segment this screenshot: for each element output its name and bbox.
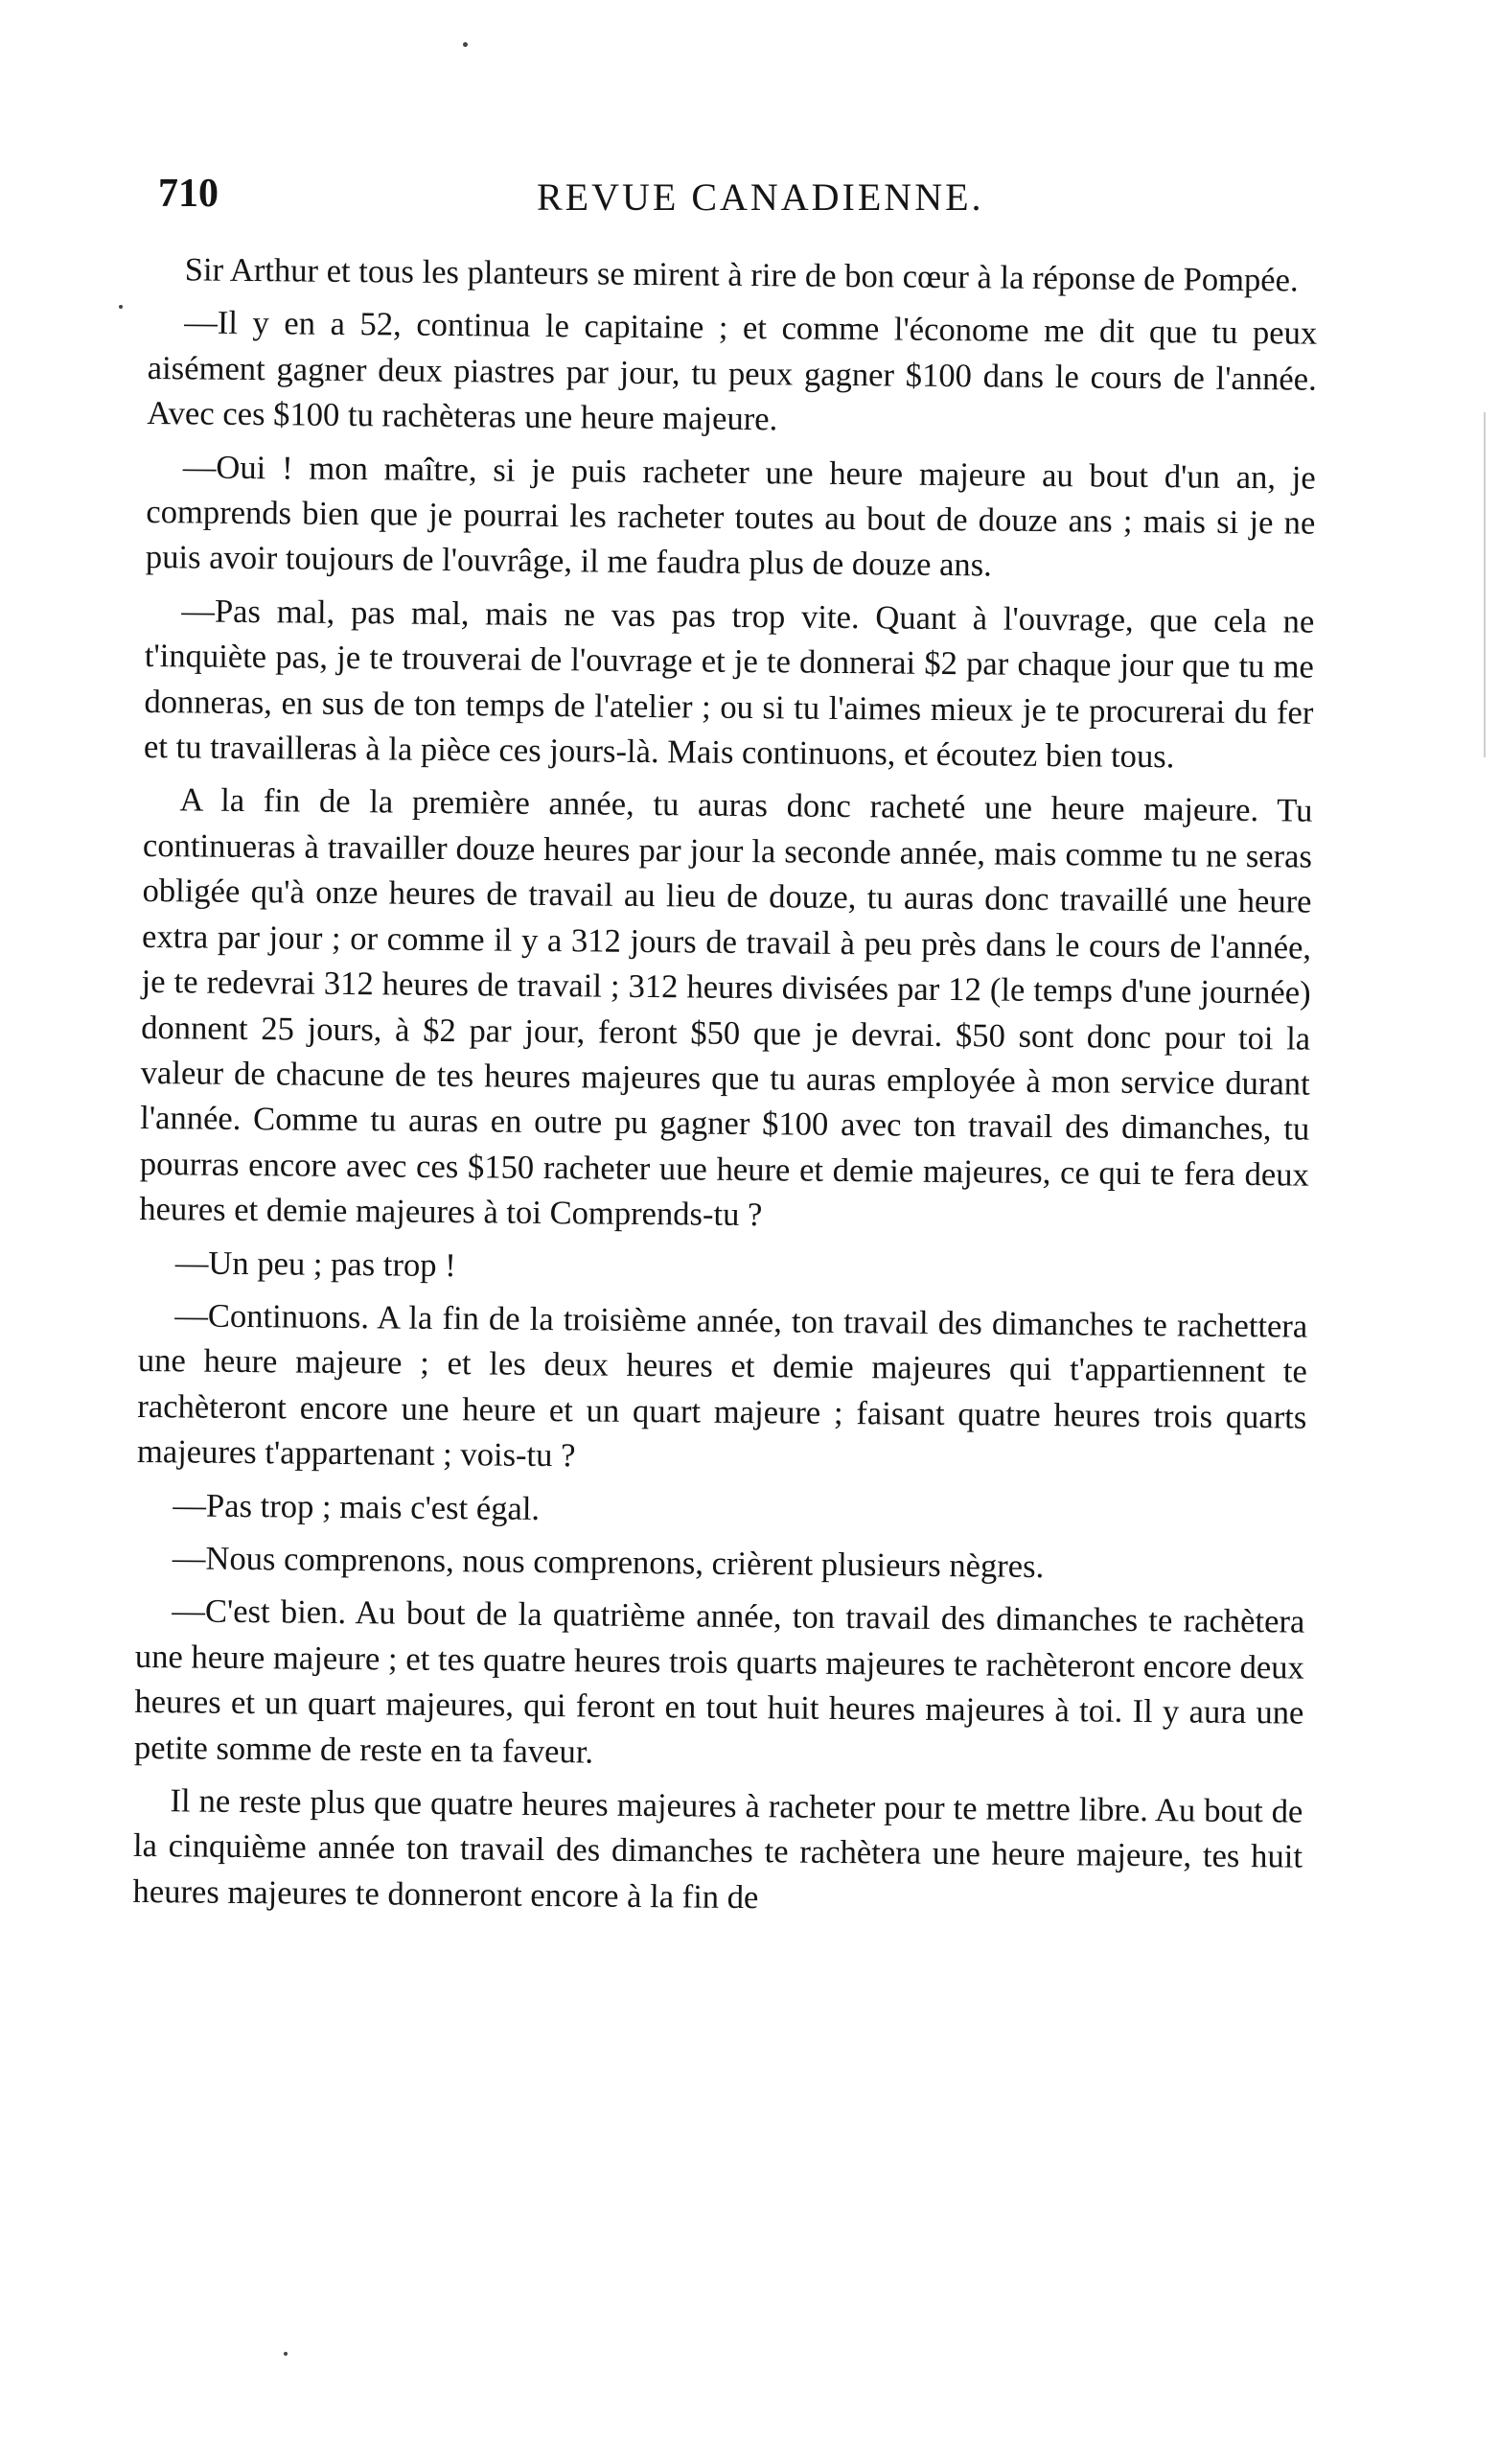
running-title: REVUE CANADIENNE.: [537, 175, 984, 219]
paragraph: —Continuons. A la fin de la troisième année, ton travail des dimanches te rachettera une heure majeure ; et les deux heures et demie majeures qui t'appartiennent te rachèteront encore une heure et un quart majeure ; faisant quatre heures trois quarts majeures t'appartenant ; vois-tu ?: [136, 1297, 1308, 1475]
paragraph: —Un peu ; pas trop !: [174, 1244, 456, 1284]
scan-edge-mark: [1484, 412, 1486, 757]
scan-speck-bottom: [284, 2352, 288, 2356]
body-text: [132, 247, 1318, 1934]
paragraph: —C'est bien. Au bout de la quatrième année, ton travail des dimanches te rachètera une heure majeure ; et tes quatre heures trois quarts majeures te rachèteront encore deux heures et un quart majeures, qui feront en tout huit heures majeures à toi. Il y aura une petite somme de reste en ta faveur.: [133, 1592, 1305, 1771]
scan-speck-left: [119, 305, 123, 309]
paragraph: Sir Arthur et tous les planteurs se mirent à rire de bon cœur à la réponse de Pompée.: [184, 251, 1299, 299]
paragraph: —Oui ! mon maître, si je puis racheter une heure majeure au bout d'un an, je comprends bien que je pourrai les racheter toutes au bout de douze ans ; mais si je ne puis avoir toujours de l'ouvrâge, il me faudra plus de douze ans.: [145, 448, 1316, 584]
paragraph: —Pas trop ; mais c'est égal.: [173, 1486, 541, 1527]
page-number: 710: [158, 172, 219, 216]
page-header: [158, 171, 1313, 228]
paragraph: A la fin de la première année, tu auras donc racheté une heure majeure. Tu continueras à travailler douze heures par jour la seconde année, mais comme tu ne seras obligée qu'à onze heures de travail au lieu de douze, tu auras donc travaillé une heure extra par jour ; or comme il y a 312 jours de travail à peu près dans le cours de l'année, je te redevrai 312 heures de travail ; 312 heures divisées par 12 (le temps d'une journée) donnent 25 jours, à $2 par jour, feront $50 que je devrai. $50 sont donc pour toi la valeur de chacune de tes heures majeures que tu auras employée à mon service durant l'année. Comme tu auras en outre pu gagner $100 avec ton travail des dimanches, tu pourras encore avec ces $150 racheter uue heure et demie majeures, ce qui te fera deux heures et demie majeures à toi Comprends-tu ?: [139, 781, 1313, 1234]
paragraph: Il ne reste plus que quatre heures majeures à racheter pour te mettre libre. Au bout de la cinquième année ton travail des dimanches te rachètera une heure majeure, tes huit heures majeures te donneront encore à la fin de: [132, 1782, 1303, 1916]
paragraph: —Nous comprenons, nous comprenons, crièrent plusieurs nègres.: [172, 1540, 1045, 1585]
paragraph: —Pas mal, pas mal, mais ne vas pas trop vite. Quant à l'ouvrage, que cela ne t'inquiète pas, je te trouverai de l'ouvrage et je te donnerai $2 par chaque jour que tu me donneras, en sus de ton temps de l'atelier ; ou si tu l'aimes mieux je te procurerai du fer et tu travailleras à la pièce ces jours-là. Mais continuons, et écoutez bien tous.: [143, 593, 1315, 776]
scan-speck-top: [463, 42, 468, 47]
paragraph: —Il y en a 52, continua le capitaine ; et comme l'économe me dit que tu peux aisément gagner deux piastres par jour, tu peux gagner $100 dans le cours de l'année. Avec ces $100 tu rachèteras une heure majeure.: [147, 304, 1318, 438]
